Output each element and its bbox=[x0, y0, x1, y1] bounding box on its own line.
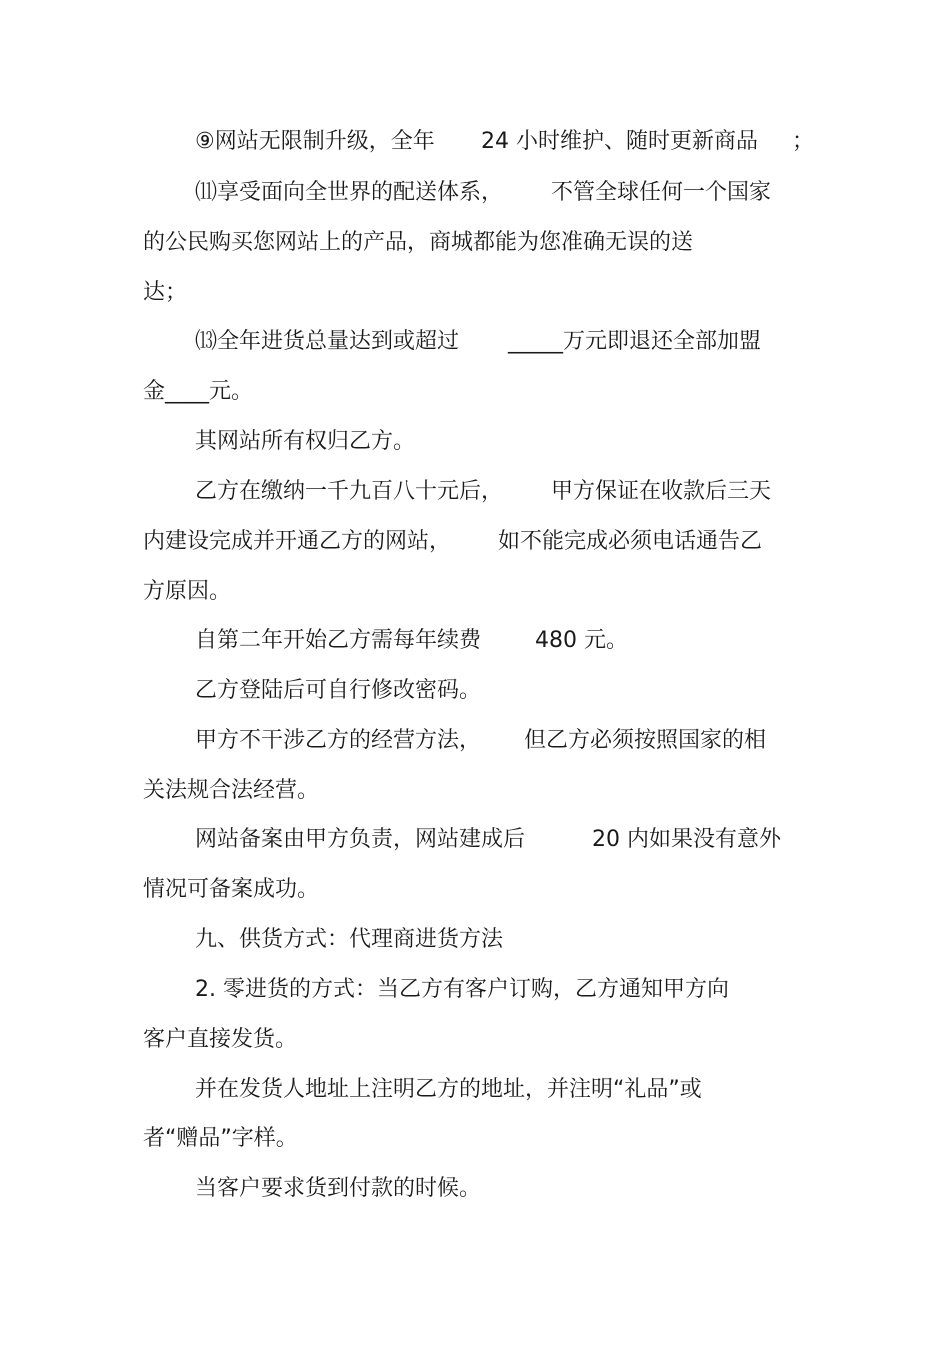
text-segment: 金____元。 bbox=[143, 379, 254, 404]
text-segment: 达； bbox=[143, 280, 188, 305]
text-segment: 自第二年开始乙方需每年续费 bbox=[195, 628, 482, 653]
text-segment: 网站备案由甲方负责，网站建成后 bbox=[195, 827, 526, 852]
text-segment: 方原因。 bbox=[143, 579, 232, 604]
text-segment: 的公民购买您网站上的产品，商城都能为您准确无误的送 bbox=[143, 230, 694, 255]
text-segment: 如不能完成必须电话通告乙 bbox=[498, 529, 763, 554]
text-segment: 不管全球任何一个国家 bbox=[551, 180, 772, 205]
text-segment: 并在发货人地址上注明乙方的地址，并注明“礼品”或 bbox=[195, 1077, 702, 1102]
text-segment: 关法规合法经营。 bbox=[143, 778, 320, 803]
text-segment: ⑾享受面向全世界的配送体系， bbox=[195, 180, 504, 205]
text-segment: 但乙方必须按照国家的相 bbox=[524, 728, 767, 753]
text-segment: 20 内如果没有意外 bbox=[592, 827, 781, 852]
text-segment: 乙方在缴纳一千九百八十元后， bbox=[195, 479, 504, 504]
text-segment: 客户直接发货。 bbox=[143, 1027, 298, 1052]
text-segment: 者“赠品”字样。 bbox=[143, 1126, 298, 1151]
text-segment: _____万元即退还全部加盟 bbox=[508, 329, 762, 354]
text-segment: ⒀全年进货总量达到或超过 bbox=[195, 329, 460, 354]
text-segment: ； bbox=[792, 129, 815, 154]
text-segment: 24 小时维护、随时更新商品 bbox=[481, 129, 758, 154]
text-segment: 当客户要求货到付款的时候。 bbox=[195, 1176, 482, 1201]
text-segment: 其网站所有权归乙方。 bbox=[195, 429, 416, 454]
text-segment: 内建设完成并开通乙方的网站， bbox=[143, 529, 452, 554]
text-segment: 情况可备案成功。 bbox=[143, 877, 320, 902]
text-segment: 2. 零进货的方式：当乙方有客户订购，乙方通知甲方向 bbox=[195, 977, 729, 1002]
text-segment: ⑨网站无限制升级，全年 bbox=[195, 129, 435, 154]
text-segment: 甲方保证在收款后三天 bbox=[551, 479, 772, 504]
text-segment: 甲方不干涉乙方的经营方法， bbox=[195, 728, 482, 753]
text-segment: 480 元。 bbox=[535, 628, 628, 653]
text-segment: 乙方登陆后可自行修改密码。 bbox=[195, 678, 482, 703]
text-segment: 九、供货方式：代理商进货方法 bbox=[195, 927, 504, 952]
